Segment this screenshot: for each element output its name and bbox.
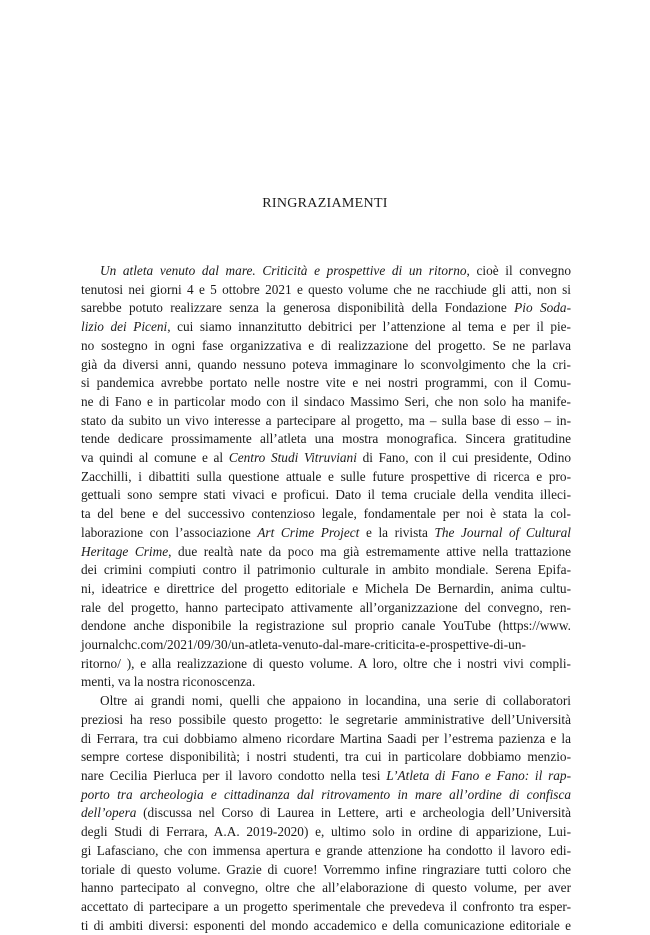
text-line <box>81 318 571 336</box>
text-line <box>81 430 571 448</box>
text-line <box>81 299 571 317</box>
text-line <box>81 861 571 879</box>
text-run: degli Studi di Ferrara, A.A. 2019-2020) e, ultimo solo in ordine di apparizione, Lui- <box>81 824 571 840</box>
text-run: Zacchilli, i dibattiti sulla questione attuale e sulle future prospettive di ricerca e pro- <box>81 468 571 484</box>
text-run: toriale di questo volume. Grazie di cuore! Vorremmo infine ringraziare tutti coloro che <box>81 861 571 877</box>
italic-text: Art Crime Project <box>257 524 360 540</box>
text-run: ritorno/ ), e alla realizzazione di questo volume. A loro, oltre che i nostri vivi compli- <box>81 655 571 671</box>
text-run: già da diversi anni, quando nessuno poteva immaginare lo sconvolgimento che la cri- <box>81 356 571 372</box>
text-run: dei crimini compiuti contro il patrimonio culturale in ambito mondiale. Serena Epifa- <box>81 562 571 578</box>
text-line <box>81 262 571 280</box>
italic-text: Un atleta venuto dal mare. Criticità e prospettive di un ritorno <box>100 263 467 278</box>
text-line <box>81 730 571 748</box>
text-line <box>81 692 571 710</box>
text-line <box>81 412 571 430</box>
text-run: , due realtà nate da poco ma già estremamente attive nella trattazione <box>168 543 571 559</box>
text-line <box>81 543 571 561</box>
text-run: tende dedicare prossimamente all’atleta una mostra monografica. Sincera gratitudine <box>81 431 571 447</box>
italic-text: The Journal of Cultural <box>434 524 571 540</box>
italic-text: dell’opera <box>81 805 137 821</box>
text-run: di Fano, con il cui presidente, Odino <box>356 450 571 466</box>
italic-text: Pio Soda- <box>514 300 571 316</box>
text-line <box>81 561 571 579</box>
text-line <box>81 617 571 635</box>
text-run: , cioè il convegno <box>466 263 571 278</box>
italic-text: Centro Studi Vitruviani <box>228 450 357 466</box>
text-line <box>81 655 571 673</box>
text-run: stato da subito un vivo interesse a partecipare al progetto, ma – sulla base di esso – in- <box>81 412 571 428</box>
text-run: ni, ideatrice e direttrice del progetto editoriale e Michela De Bernardin, anima cultu- <box>81 580 571 596</box>
text-run: ne di Fano e in particolar modo con il sindaco Massimo Seri, che non solo ha manife- <box>81 393 571 409</box>
text-line <box>81 599 571 617</box>
text-line <box>81 879 571 897</box>
text-run: rale del progetto, hanno partecipato attivamente all’organizzazione del convegno, ren- <box>81 599 571 615</box>
text-run: gi Lafasciano, che con immensa apertura e grande attenzione ha condotto il lavoro edi- <box>81 842 571 858</box>
text-run: sempre cortese disponibilità; i nostri studenti, tra cui in particolare dobbiamo menzio- <box>81 749 571 765</box>
italic-text: lizio dei Piceni <box>81 319 168 335</box>
text-run: si pandemica avrebbe portato nelle nostre vite e nei nostri programmi, con il Comu- <box>81 375 571 391</box>
text-line <box>81 468 571 486</box>
text-line <box>81 823 571 841</box>
text-line <box>81 393 571 411</box>
text-line <box>81 804 571 822</box>
text-run: laborazione con l’associazione <box>81 524 258 540</box>
text-line <box>81 673 571 691</box>
text-line <box>81 580 571 598</box>
text-line <box>81 898 571 916</box>
text-run: Oltre ai grandi nomi, quelli che appaiono in locandina, una serie di collaboratori <box>100 693 571 709</box>
body-text <box>81 262 571 935</box>
text-line <box>81 356 571 374</box>
text-run: journalchc.com/2021/09/30/un-atleta-venuto-dal-mare-criticita-e-prospettive-di-un- <box>81 637 526 653</box>
text-line <box>81 505 571 523</box>
text-run: , cui siamo innanzitutto debitrici per l’attenzione al tema e per il pie- <box>167 319 571 335</box>
text-run: tenutosi nei giorni 4 e 5 ottobre 2021 e questo volume che ne racchiude gli atti, non si <box>81 281 571 297</box>
italic-text: porto tra archeologia e cittadinanza dal ritrovamento in mare all’ordine di confisca <box>81 786 571 802</box>
text-run: va quindi al comune e al <box>81 450 229 466</box>
text-run: nare Cecilia Pierluca per il lavoro condotto nella tesi <box>81 767 387 783</box>
text-line <box>81 449 571 467</box>
text-run: e la rivista <box>359 524 435 540</box>
text-line <box>81 281 571 299</box>
text-run: sarebbe potuto realizzare senza la generosa disponibilità della Fondazione <box>81 300 515 316</box>
text-line <box>81 917 571 935</box>
text-line <box>81 524 571 542</box>
italic-text: L’Atleta di Fano e Fano: il rap- <box>386 767 571 783</box>
text-line <box>81 711 571 729</box>
text-run: gettuali sono sempre stati vivaci e proficui. Dato il tema cruciale della vendita illeci- <box>81 487 571 503</box>
text-run: no sostegno in ogni fase organizzativa e di realizzazione del progetto. Se ne parlava <box>81 337 571 353</box>
text-run: accettato di partecipare a un progetto sperimentale che prevedeva il confronto tra esper- <box>81 898 571 914</box>
text-line <box>81 486 571 504</box>
text-line <box>81 767 571 785</box>
text-run: di Ferrara, tra cui dobbiamo almeno ricordare Martina Saadi per l’estrema pazienza e la <box>81 730 571 746</box>
text-line <box>81 636 571 654</box>
text-run: ta del bene e del successivo contenzioso legale, fondamentale per noi è stata la col- <box>81 506 571 522</box>
text-run: (discussa nel Corso di Laurea in Lettere, arti e archeologia dell’Università <box>136 805 571 821</box>
text-line <box>81 374 571 392</box>
text-run: preziosi ha reso possibile questo progetto: le segretarie amministrative dell’Università <box>81 711 571 727</box>
page-title: RINGRAZIAMENTI <box>262 196 388 211</box>
italic-text: Heritage Crime <box>81 543 169 559</box>
text-line <box>81 337 571 355</box>
text-line <box>81 786 571 804</box>
text-run: menti, va la nostra riconoscenza. <box>81 674 256 690</box>
text-line <box>81 842 571 860</box>
text-run: hanno partecipato al convegno, oltre che all’elaborazione di questo volume, per aver <box>81 880 571 896</box>
text-run: ti di ambiti diversi: esponenti del mondo accademico e della comunicazione editoriale e <box>81 917 571 933</box>
text-line <box>81 748 571 766</box>
text-run: dendone anche disponibile la registrazione sul proprio canale YouTube (https://www. <box>81 618 571 634</box>
